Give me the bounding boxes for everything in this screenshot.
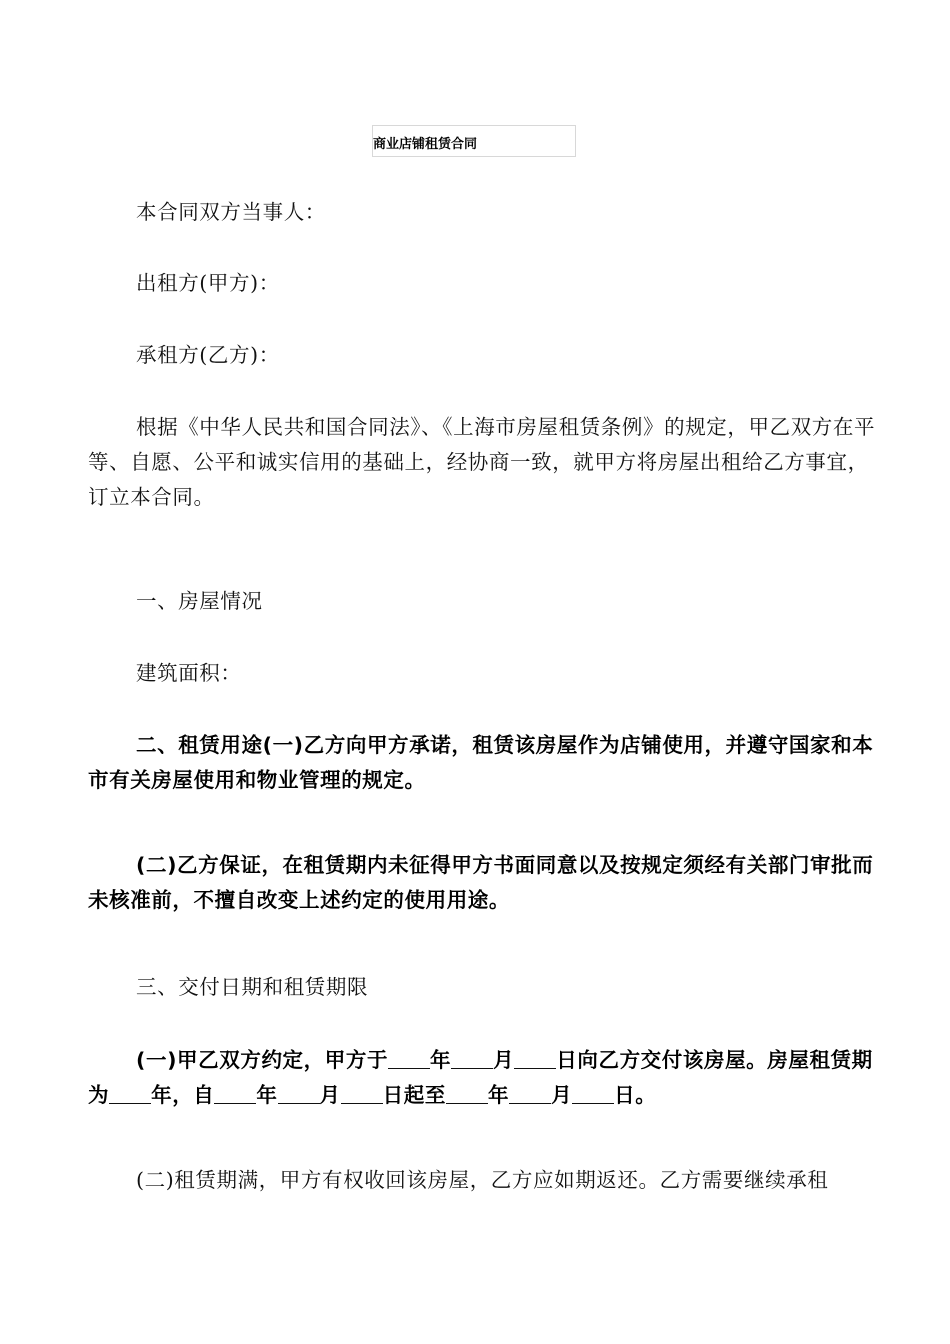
- section2-paragraph-2: (二)乙方保证，在租赁期内未征得甲方书面同意以及按规定须经有关部门审批而未核准前，不擅自改变上述约定的使用用途。: [88, 853, 874, 912]
- text-segment: 年: [256, 1083, 278, 1107]
- parties-intro: 本合同双方当事人：: [136, 200, 326, 224]
- fill-blank: [572, 1083, 614, 1105]
- section3-paragraph-1: [88, 1043, 878, 1113]
- text-segment: 年: [487, 1083, 510, 1107]
- fill-blank: [214, 1083, 256, 1105]
- text-segment: 日向乙方交付该房屋。房屋租赁期为: [88, 1048, 873, 1107]
- fill-blank: [278, 1083, 320, 1105]
- document-title: 商业店铺租赁合同: [373, 137, 478, 152]
- lessee-line: 承租方(乙方)：: [136, 343, 280, 367]
- text-segment: 月: [551, 1083, 573, 1107]
- text-segment: (一)甲乙双方约定，甲方于: [136, 1048, 389, 1072]
- text-segment: 月: [319, 1083, 341, 1107]
- fill-blank: [451, 1048, 493, 1070]
- text-segment: 月: [493, 1048, 515, 1072]
- section2-paragraph-1: 二、租赁用途(一)乙方向甲方承诺，租赁该房屋作为店铺使用，并遵守国家和本市有关房屋使用和物业管理的规定。: [88, 733, 874, 792]
- fill-blank: [509, 1083, 551, 1105]
- text-segment: 日。: [614, 1083, 657, 1107]
- fill-blank: [109, 1083, 151, 1105]
- section3-heading: 三、交付日期和租赁期限: [136, 975, 369, 999]
- fill-blank: [446, 1083, 488, 1105]
- title-box: [372, 125, 576, 157]
- preamble-paragraph: 根据《中华人民共和国合同法》、《上海市房屋租赁条例》的规定，甲乙双方在平等、自愿、公平和诚实信用的基础上，经协商一致，就甲方将房屋出租给乙方事宜，订立本合同。: [88, 415, 876, 509]
- section3-paragraph-2: (二)租赁期满，甲方有权收回该房屋，乙方应如期返还。乙方需要继续承租: [136, 1168, 829, 1192]
- text-segment: 日起至: [382, 1083, 446, 1107]
- fill-blank: [341, 1083, 383, 1105]
- lessor-line: 出租方(甲方)：: [136, 271, 280, 295]
- fill-blank: [514, 1048, 556, 1070]
- section1-heading: 一、房屋情况: [136, 589, 263, 613]
- section1-area: 建筑面积：: [136, 661, 242, 685]
- text-segment: 年，自: [151, 1083, 215, 1107]
- fill-blank: [388, 1048, 430, 1070]
- text-segment: 年: [430, 1048, 452, 1072]
